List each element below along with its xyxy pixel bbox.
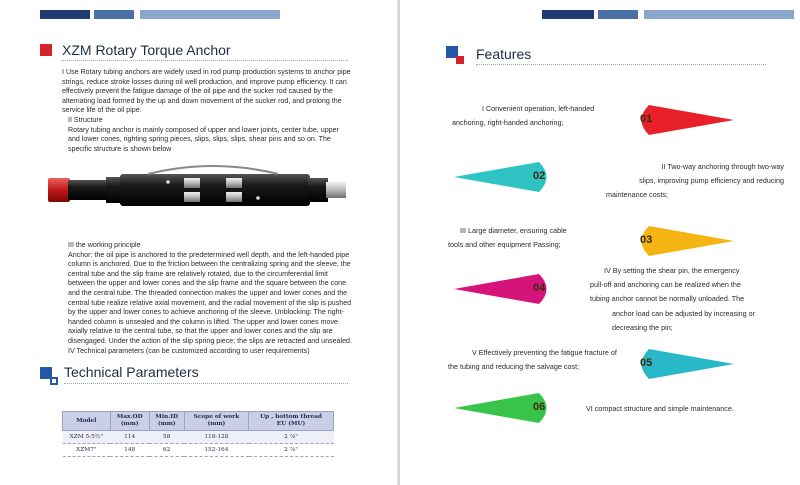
- feature-6-text: [586, 402, 786, 416]
- table-row: [63, 431, 334, 444]
- feature-line: maintenance costs;: [606, 190, 668, 199]
- feature-line: pull-off and anchoring can be realized when the: [590, 280, 741, 290]
- feature-line: VI compact structure and simple maintenance.: [586, 404, 734, 413]
- col-scope: Scope of work (mm): [184, 412, 248, 431]
- table-row: [63, 444, 334, 457]
- feature-line: I Convenient operation, left-handed: [482, 104, 595, 113]
- structure-paragraph: Rotary tubing anchor is mainly composed of upper and lower joints, center tube, upper and lower cones, righting spring pieces, slips, slips, slips, shear pins and so on. The specific structure is shown below: [68, 125, 339, 153]
- tech-params-table: [62, 411, 334, 457]
- feature-2-text: [584, 160, 784, 202]
- tech-title-rule: [64, 383, 348, 384]
- cell: XZM 5-5½": [63, 431, 111, 444]
- section-square-icon: [40, 44, 58, 62]
- feature-1-text: [452, 102, 632, 130]
- principle-heading: III the working principle: [68, 241, 141, 249]
- top-bar-segment: [94, 10, 134, 19]
- tech-params-note: IV Technical parameters (can be customized according to user requirements): [68, 346, 310, 355]
- top-bar-segment: [598, 10, 638, 19]
- col-min-id: Min.ID (mm): [149, 412, 184, 431]
- product-title: XZM Rotary Torque Anchor: [62, 42, 231, 58]
- title-rule: [62, 60, 348, 61]
- cell: 148: [110, 444, 149, 457]
- cell: 2 ⅞": [249, 431, 334, 444]
- feature-line: decreasing the pin;: [612, 322, 673, 332]
- principle-paragraph: Anchor: the oil pipe is anchored to the predetermined well depth, and the left-handed pipe column is anchored. Due to the friction between the centralizing spring and the sleeve, the central tube and the slip frame are relatively rotated, due to the circumferential limit between the upper and lower cones and the slip frame and the square between the cone and the central tube. The threaded connection makes the upper and lower cones and the central tube realize relative axial movement, and the radial movement of the slip is pushed by the upper and lower cones to achieve anchoring of the sleeve. Unblocking: The right-handed column is unsealed and the column is lifted. The upper and lower cones move axially relative to the central tube, so that the upper and lower cones and the slip are disengaged. Under the action of the slip spring piece; the slips are retracted and unsealed.: [68, 250, 352, 345]
- feature-number-6: 06: [533, 401, 546, 413]
- top-bar-segment: [140, 10, 280, 19]
- right-page: [400, 0, 800, 485]
- tech-params-title: Technical Parameters: [64, 364, 199, 380]
- cell: 152-164: [184, 444, 248, 457]
- section-square-icon: [40, 367, 58, 385]
- feature-line: slips, improving pump efficiency and reducing: [639, 176, 784, 185]
- features-rule: [476, 64, 766, 65]
- feature-number-3: 03: [640, 234, 653, 246]
- col-max-od: Max.OD (mm): [110, 412, 149, 431]
- cell: 58: [149, 431, 184, 444]
- feature-line: anchor load can be adjusted by increasing or: [612, 308, 756, 318]
- cell: XZM7": [63, 444, 111, 457]
- left-page: [0, 0, 398, 485]
- features-title: Features: [476, 46, 532, 62]
- feature-4-text: [590, 264, 790, 335]
- intro-text: [62, 68, 352, 154]
- cell: 118-128: [184, 431, 248, 444]
- rotary-anchor-product-image: [48, 160, 348, 220]
- feature-number-1: 01: [640, 113, 653, 125]
- cell: 62: [149, 444, 184, 457]
- use-paragraph: I Use Rotary tubing anchors are widely used in rod pump production systems to anchor pipe strings, reduce stroke losses during oil well production, and improve pump efficiency. It can effectively prevent the fatigue damage of the oil pipe and the sucker rod caused by the alternating load formed by the up and down movement of the sucker rod, and prolong the service life of the oil pipe.: [62, 68, 351, 115]
- feature-line: V Effectively preventing the fatigue fracture of: [472, 348, 617, 357]
- feature-number-5: 05: [640, 357, 653, 369]
- structure-heading: II Structure: [68, 115, 103, 124]
- principle-text: [62, 241, 352, 356]
- cell: 114: [110, 431, 149, 444]
- feature-line: III Large diameter, ensuring cable: [460, 226, 567, 235]
- top-bar-segment: [542, 10, 594, 19]
- feature-line: II Two-way anchoring through two-way: [661, 162, 784, 171]
- feature-number-2: 02: [533, 170, 546, 182]
- feature-line: anchoring, right-handed anchoring;: [452, 118, 564, 127]
- feature-5-text: [448, 346, 638, 374]
- feature-3-text: [448, 224, 638, 252]
- feature-line: IV By setting the shear pin, the emergency: [604, 266, 740, 275]
- top-bar-segment: [644, 10, 794, 19]
- cell: 2 ⅞": [249, 444, 334, 457]
- feature-number-4: 04: [533, 282, 546, 294]
- feature-line: tubing anchor cannot be normally unloaded. The: [590, 294, 745, 304]
- col-thread: Up , bottom thread EU (MU): [249, 412, 334, 431]
- feature-line: the tubing and reducing the salvage cost;: [448, 362, 580, 371]
- top-bar-segment: [40, 10, 90, 19]
- col-model: Model: [63, 412, 111, 431]
- feature-line: tools and other equipment Passing;: [448, 240, 561, 249]
- section-square-icon: [446, 46, 464, 64]
